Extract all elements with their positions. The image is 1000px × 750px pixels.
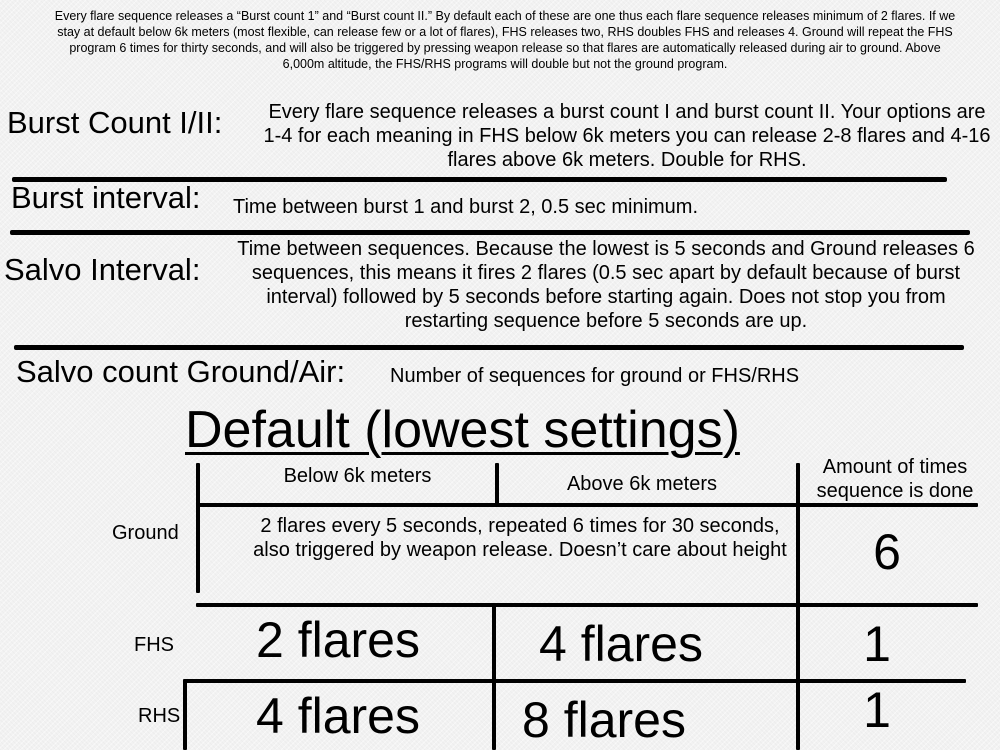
rhs-below-value: 4 flares	[256, 688, 420, 744]
header-times: Amount of times sequence is done	[816, 456, 974, 502]
fhs-below-value: 2 flares	[256, 612, 420, 668]
rhs-times: 1	[863, 682, 891, 738]
salvo-count-description: Number of sequences for ground or FHS/RHS	[390, 365, 800, 387]
divider-2	[10, 230, 970, 235]
ground-description: 2 flares every 5 seconds, repeated 6 times for 30 seconds, also triggered by weapon release. Doesn’t care about height	[253, 515, 787, 561]
row-label-fhs: FHS	[134, 634, 174, 656]
ground-times: 6	[873, 524, 901, 580]
intro-paragraph: Every flare sequence releases a “Burst count 1” and “Burst count II.” By default each of these are one thus each flare sequence releases minimum of 2 flares. If we stay at default below 6k meters (most flexible, can release few or a lot of flares), FHS releases two, RHS doubles FHS and releases 4. Ground will repeat the FHS program 6 times for thirty seconds, and will also be triggered by pressing weapon release so that flares are automatically released during air to ground. Above 6,000m altitude, the FHS/RHS programs will double but not the ground program.	[54, 9, 956, 71]
salvo-count-label: Salvo count Ground/Air:	[16, 354, 346, 389]
burst-interval-description: Time between burst 1 and burst 2, 0.5 sec minimum.	[233, 196, 699, 218]
row-label-ground: Ground	[112, 522, 179, 544]
fhs-times: 1	[863, 616, 891, 672]
grid-line-left-upper	[196, 463, 200, 593]
burst-count-description: Every flare sequence releases a burst count I and burst count II. Your options are 1-4 for each meaning in FHS below 6k meters you can release 2-8 flares and 4-16 flares above 6k meters. Double for RHS.	[263, 101, 991, 171]
row-label-rhs: RHS	[138, 705, 181, 727]
header-below-6k: Below 6k meters	[283, 465, 432, 487]
grid-line-header-bottom	[196, 503, 978, 507]
grid-line-left-lower	[183, 680, 187, 750]
fhs-above-value: 4 flares	[539, 616, 703, 672]
grid-line-mid-header	[495, 463, 499, 505]
grid-line-mid-lower	[492, 605, 496, 750]
grid-line-ground-bottom	[196, 603, 978, 607]
header-above-6k: Above 6k meters	[566, 473, 718, 495]
table-title: Default (lowest settings)	[185, 401, 740, 459]
divider-3	[14, 345, 964, 350]
rhs-above-value: 8 flares	[522, 692, 686, 748]
burst-count-label: Burst Count I/II:	[7, 105, 223, 140]
salvo-interval-description: Time between sequences. Because the lowest is 5 seconds and Ground releases 6 sequences, this means it fires 2 flares (0.5 sec apart by default because of burst interval) followed by 5 seconds before starting again. Does not stop you from restarting sequence before 5 seconds are up.	[237, 238, 975, 332]
salvo-interval-label: Salvo Interval:	[4, 252, 201, 287]
burst-interval-label: Burst interval:	[11, 180, 201, 215]
